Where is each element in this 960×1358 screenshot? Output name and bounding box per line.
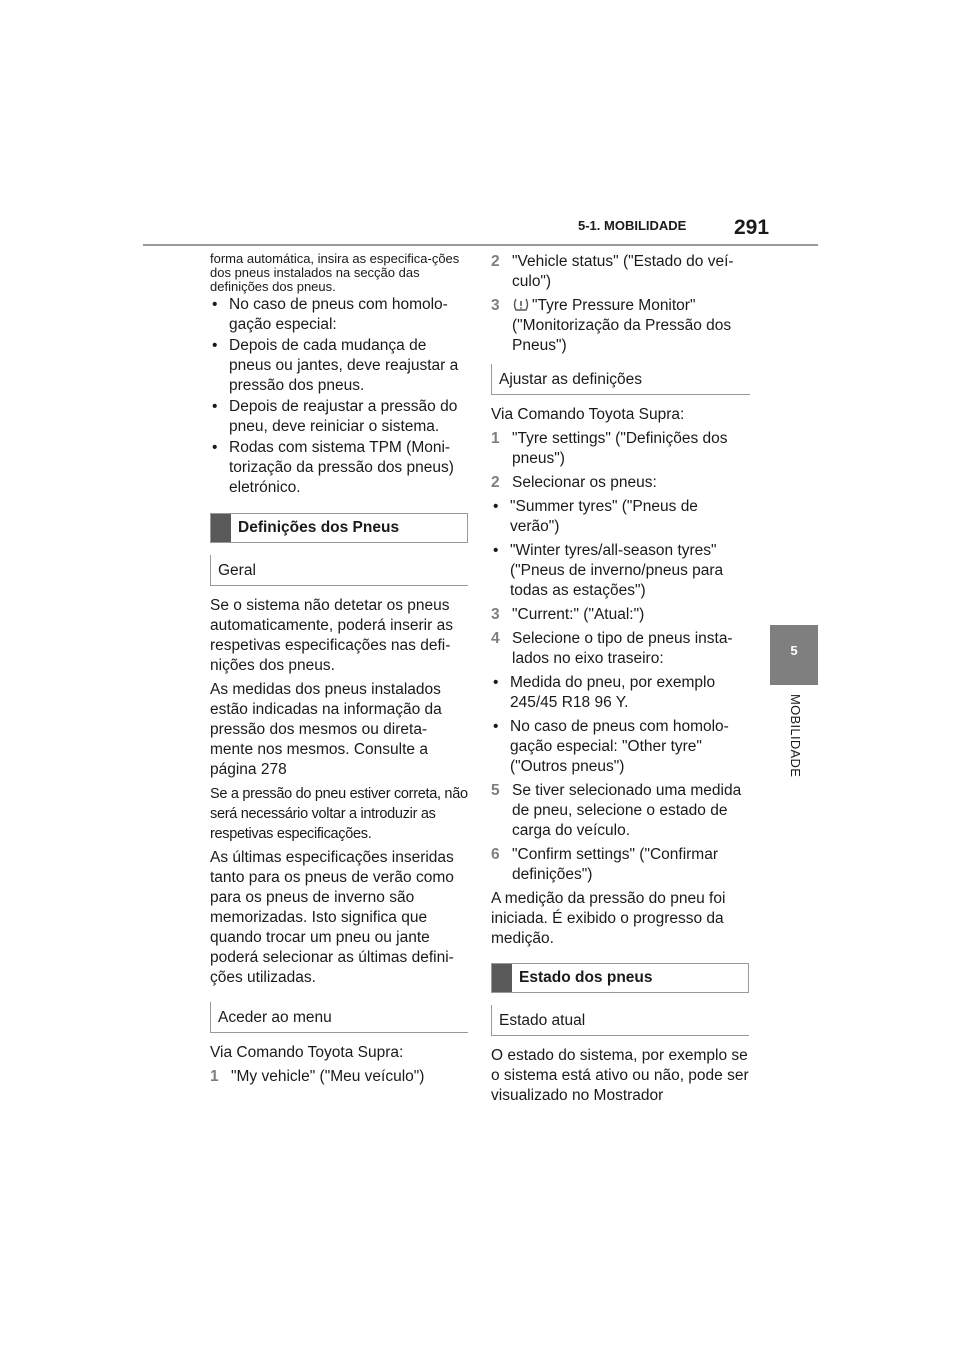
- intro-text: forma automática, insira as especifica-ções dos pneus instalados na secção das definições dos pneus.: [210, 251, 460, 294]
- step-item: [491, 252, 749, 292]
- step-text: "Vehicle status" ("Estado do veí-culo"): [512, 253, 734, 290]
- step-item: [210, 1067, 468, 1087]
- step-text: "Tyre Pressure Monitor" ("Monitorização da Pressão dos Pneus"): [512, 297, 732, 354]
- step-item: [491, 629, 749, 669]
- step-number: 1: [491, 430, 500, 447]
- header-divider: [143, 244, 818, 246]
- step-number: 5: [491, 782, 500, 799]
- section-heading-tyre-status: [491, 963, 749, 993]
- section-header: 5-1. MOBILIDADE: [578, 218, 687, 233]
- step-item: [491, 429, 749, 469]
- step-number: 3: [491, 297, 500, 314]
- paragraph: O estado do sistema, por exemplo se o sistema está ativo ou não, pode ser visualizado no Mostrador: [491, 1047, 749, 1104]
- subheading-access-menu: [210, 1002, 468, 1033]
- step-number: 1: [210, 1068, 219, 1085]
- step-item: [491, 296, 749, 356]
- list-item: • No caso de pneus com homolo-gação especial: "Other tyre" ("Outros pneus"): [491, 717, 749, 777]
- paragraph: As medidas dos pneus instalados estão indicadas na informação da pressão dos mesmos ou direta-mente nos mesmos. Consulte a página 278: [210, 681, 442, 778]
- step-text: Se tiver selecionado uma medida de pneu, selecione o estado de carga do veículo.: [512, 782, 742, 839]
- chapter-label: MOBILIDADE: [788, 694, 803, 778]
- step-item: [491, 845, 749, 885]
- step-text: Selecionar os pneus:: [512, 474, 657, 491]
- step-text: "My vehicle" ("Meu veículo"): [231, 1068, 425, 1085]
- subheading-title: Ajustar as definições: [499, 371, 643, 388]
- step-item: [491, 781, 749, 841]
- list-item: • "Summer tyres" ("Pneus de verão"): [491, 497, 749, 537]
- subheading-title: Aceder ao menu: [218, 1009, 332, 1026]
- chapter-number: 5: [790, 643, 798, 658]
- right-column: [491, 252, 749, 1110]
- paragraph: Se a pressão do pneu estiver correta, não será necessário voltar a introduzir as respetivas especificações.: [210, 786, 468, 842]
- list-item: • Depois de reajustar a pressão do pneu, deve reiniciar o sistema.: [210, 397, 468, 437]
- chapter-tab: [770, 625, 818, 685]
- step-number: 6: [491, 846, 500, 863]
- step-text: "Confirm settings" ("Confirmar definições"): [512, 846, 718, 883]
- paragraph: Se o sistema não detetar os pneus automaticamente, poderá inserir as respetivas especificações nas defi-nições dos pneus.: [210, 597, 453, 674]
- list-item: • Depois de cada mudança de pneus ou jantes, deve reajustar a pressão dos pneus.: [210, 336, 468, 396]
- subheading-general: [210, 555, 468, 586]
- subheading-current-state: [491, 1005, 749, 1036]
- subheading-title: Geral: [218, 562, 256, 579]
- page-number: 291: [734, 216, 770, 239]
- list-item: • No caso de pneus com homolo-gação especial:: [210, 295, 468, 335]
- section-heading-title: Estado dos pneus: [519, 969, 653, 986]
- section-heading-title: Definições dos Pneus: [238, 519, 400, 536]
- section-heading-bar: [211, 514, 231, 542]
- step-text: "Current:" ("Atual:"): [512, 606, 645, 623]
- tyre-pressure-icon: [512, 297, 530, 312]
- paragraph: Via Comando Toyota Supra:: [491, 406, 685, 423]
- left-column: [210, 252, 468, 1091]
- step-number: 3: [491, 606, 500, 623]
- step-item: [491, 473, 749, 493]
- section-heading-bar: [492, 964, 512, 992]
- list-item: • "Winter tyres/all-season tyres" ("Pneus de inverno/pneus para todas as estações"): [491, 541, 749, 601]
- step-number: 2: [491, 253, 500, 270]
- step-number: 2: [491, 474, 500, 491]
- subheading-title: Estado atual: [499, 1012, 586, 1029]
- paragraph: As últimas especificações inseridas tanto para os pneus de verão como para os pneus de inverno são memorizadas. Isto significa que quando trocar um pneu ou jante poderá selecionar as últimas defini-ções utilizadas.: [210, 849, 454, 986]
- step-number: 4: [491, 630, 500, 647]
- step-text: Selecione o tipo de pneus insta-lados no eixo traseiro:: [512, 630, 733, 667]
- list-item: • Medida do pneu, por exemplo 245/45 R18 96 Y.: [491, 673, 749, 713]
- section-heading-tyre-settings: [210, 513, 468, 543]
- subheading-adjust-settings: [491, 364, 750, 395]
- list-item: • Rodas com sistema TPM (Moni-torização da pressão dos pneus) eletrónico.: [210, 438, 468, 498]
- paragraph: A medição da pressão do pneu foi iniciada. É exibido o progresso da medição.: [491, 890, 726, 947]
- step-item: [491, 605, 749, 625]
- paragraph: Via Comando Toyota Supra:: [210, 1044, 404, 1061]
- step-text: "Tyre settings" ("Definições dos pneus"): [512, 430, 728, 467]
